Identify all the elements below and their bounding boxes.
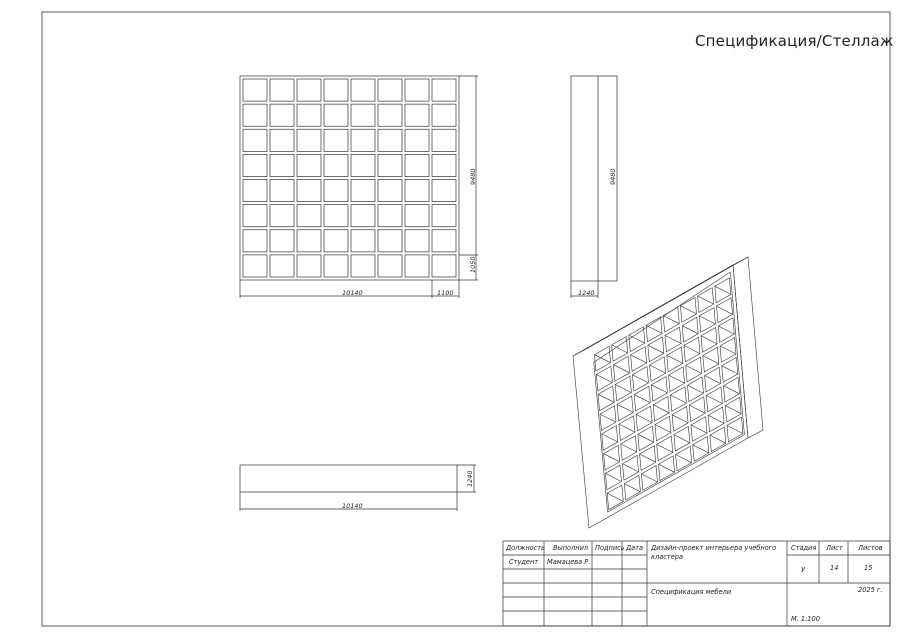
- iso-cell-shade-line: [594, 355, 610, 363]
- front-cell: [432, 230, 456, 252]
- front-cell: [405, 104, 429, 126]
- front-outline: [240, 76, 459, 280]
- front-cell: [243, 255, 267, 277]
- front-cell: [405, 79, 429, 101]
- iso-cell-shade-line: [718, 326, 734, 334]
- front-cells-grid: [243, 79, 456, 277]
- iso-cell-shade-line: [624, 484, 640, 492]
- front-cell: [324, 230, 348, 252]
- front-cell: [297, 129, 321, 151]
- iso-cell-shade-line: [705, 376, 721, 384]
- iso-cell-shade-line: [688, 385, 704, 393]
- front-cell: [405, 230, 429, 252]
- iso-cell-shade-line: [646, 325, 662, 333]
- iso-cell-shade-line: [674, 435, 690, 443]
- front-cell: [324, 104, 348, 126]
- iso-cell-shade-line: [607, 493, 623, 501]
- sheet-title: Спецификация/Стеллаж: [695, 32, 894, 50]
- front-cell: [324, 79, 348, 101]
- front-cell: [351, 79, 375, 101]
- iso-cell-shade-line: [623, 464, 639, 472]
- stage-value: У: [801, 566, 806, 574]
- front-cell: [243, 205, 267, 227]
- iso-cell-shade-line: [600, 414, 616, 422]
- front-cell: [378, 255, 402, 277]
- side-height-dimension: 9480: [609, 168, 617, 185]
- scale: М. 1:100: [791, 615, 820, 623]
- header-sheet: Лист: [826, 544, 843, 552]
- iso-cell-shade-line: [650, 365, 666, 373]
- iso-cell-shade-line: [689, 405, 705, 413]
- iso-cell-shade-line: [693, 445, 709, 453]
- iso-cell-shade-line: [715, 286, 731, 294]
- front-cell: [324, 180, 348, 202]
- header-signature: Подпись: [595, 544, 625, 552]
- project-title-line1: Дизайн-проект интерьера учебного: [651, 544, 777, 552]
- header-performed: Выполнил: [553, 544, 589, 552]
- iso-cell-shade-line: [657, 444, 673, 452]
- front-cell: [297, 104, 321, 126]
- row1-performed: Мамацева Р.: [547, 558, 591, 566]
- front-cell: [432, 129, 456, 151]
- front-cell: [243, 180, 267, 202]
- front-cell: [405, 255, 429, 277]
- iso-cell-shade-line: [653, 405, 669, 413]
- front-cell: [243, 230, 267, 252]
- front-cell: [432, 79, 456, 101]
- document-title: Спецификация мебели: [651, 588, 732, 596]
- iso-inner-frame: [594, 272, 745, 512]
- plan-outline: [240, 465, 457, 492]
- sheets-value: 15: [864, 564, 873, 572]
- year: 2025 г.: [858, 586, 883, 594]
- iso-cell-shade-line: [720, 346, 736, 354]
- front-cell: [297, 230, 321, 252]
- iso-cell-shade-line: [641, 474, 657, 482]
- iso-cell-shade-line: [724, 386, 740, 394]
- front-cell: [351, 104, 375, 126]
- iso-cell-shade-line: [686, 365, 702, 373]
- front-cell: [297, 180, 321, 202]
- iso-cell-shade-line: [680, 306, 696, 314]
- project-title-line2: кластера: [651, 553, 683, 561]
- iso-cell-shade-line: [708, 415, 724, 423]
- front-cell: [351, 255, 375, 277]
- iso-cell-shade-line: [725, 406, 741, 414]
- front-cell: [378, 230, 402, 252]
- iso-cell-shade-line: [648, 345, 664, 353]
- front-cell: [432, 154, 456, 176]
- front-height-dimension: 9480: [469, 168, 477, 185]
- side-view: [571, 76, 617, 298]
- front-cell: [270, 255, 294, 277]
- iso-cell-shade-line: [621, 444, 637, 452]
- iso-cell-shade-line: [631, 355, 647, 363]
- iso-cell-shade-line: [615, 385, 631, 393]
- iso-cell-shade-line: [655, 425, 671, 433]
- iso-cell-shade-line: [629, 335, 645, 343]
- front-cell: [297, 154, 321, 176]
- front-cell: [405, 180, 429, 202]
- front-cell: [243, 129, 267, 151]
- iso-cell-shade-line: [636, 414, 652, 422]
- front-width-dimension: 10140: [342, 289, 363, 297]
- front-side-dimension: 1100: [437, 289, 454, 297]
- front-cell: [324, 129, 348, 151]
- front-cell: [405, 154, 429, 176]
- front-cell: [378, 104, 402, 126]
- iso-cell-shade-line: [665, 335, 681, 343]
- front-cell: [432, 255, 456, 277]
- front-cell: [270, 154, 294, 176]
- front-cell: [432, 180, 456, 202]
- front-cell: [378, 129, 402, 151]
- front-cell: [378, 205, 402, 227]
- iso-cell-shade-line: [659, 464, 675, 472]
- axonometric-view: [573, 257, 763, 528]
- front-cell: [378, 79, 402, 101]
- front-cell: [243, 104, 267, 126]
- sheet-value: 14: [830, 564, 839, 572]
- front-cell: [270, 104, 294, 126]
- iso-cell-shade-line: [663, 316, 679, 324]
- sheet-frame: [42, 12, 890, 626]
- iso-cell-shade-line: [682, 326, 698, 334]
- front-cell: [297, 79, 321, 101]
- iso-cell-shade-line: [727, 425, 743, 433]
- front-cell: [405, 129, 429, 151]
- iso-cell-shade-line: [703, 356, 719, 364]
- iso-right-face: [733, 257, 763, 438]
- iso-cell-shade-line: [691, 425, 707, 433]
- front-cell: [351, 154, 375, 176]
- plan-depth-dimension: 1240: [466, 470, 474, 487]
- iso-cell-shade-line: [699, 316, 715, 324]
- header-sheets: Листов: [858, 544, 883, 552]
- row1-position: Студент: [509, 558, 539, 566]
- front-cell: [432, 205, 456, 227]
- front-cell: [297, 205, 321, 227]
- iso-cell-shade-line: [640, 454, 656, 462]
- iso-cell-shade-line: [602, 434, 618, 442]
- iso-cell-shade-line: [670, 395, 686, 403]
- iso-cell-shade-line: [701, 336, 717, 344]
- front-cell: [270, 129, 294, 151]
- front-cell: [270, 205, 294, 227]
- front-cell: [270, 180, 294, 202]
- title-block: [503, 541, 890, 626]
- iso-cell-shade-line: [722, 366, 738, 374]
- header-position: Должность: [506, 544, 546, 552]
- front-cell: [324, 205, 348, 227]
- front-view: [240, 76, 478, 298]
- iso-cell-shade-line: [669, 375, 685, 383]
- iso-cell-shade-line: [651, 385, 667, 393]
- front-cell: [378, 154, 402, 176]
- iso-cell-shade-line: [710, 435, 726, 443]
- front-cell: [243, 79, 267, 101]
- iso-cell-shade-line: [672, 415, 688, 423]
- front-cell: [351, 180, 375, 202]
- iso-cell-shade-line: [634, 395, 650, 403]
- front-cell: [324, 154, 348, 176]
- iso-cell-shade-line: [667, 355, 683, 363]
- front-cell: [405, 205, 429, 227]
- iso-cell-shade-line: [706, 395, 722, 403]
- iso-cell-shade-line: [613, 365, 629, 373]
- front-cell: [270, 79, 294, 101]
- iso-cell-shade-line: [598, 394, 614, 402]
- front-cell: [324, 255, 348, 277]
- iso-cell-shade-line: [632, 375, 648, 383]
- front-cell: [297, 255, 321, 277]
- iso-cell-shade-line: [698, 296, 714, 304]
- iso-cell-shade-line: [676, 455, 692, 463]
- iso-cell-shade-line: [604, 454, 620, 462]
- side-depth-dimension: 1240: [578, 289, 595, 297]
- plan-width-dimension: 10140: [342, 502, 363, 510]
- header-stage: Стадия: [791, 544, 817, 552]
- iso-cell-shade-line: [617, 404, 633, 412]
- front-bottom-row-dimension: 1050: [469, 256, 477, 273]
- front-cell: [378, 180, 402, 202]
- front-cell: [351, 230, 375, 252]
- iso-cell-shade-line: [605, 473, 621, 481]
- front-cell: [270, 230, 294, 252]
- front-cell: [351, 129, 375, 151]
- header-date: Дата: [626, 544, 644, 552]
- front-cell: [432, 104, 456, 126]
- front-cell: [351, 205, 375, 227]
- iso-cell-shade-line: [638, 434, 654, 442]
- iso-cell-shade-line: [717, 306, 733, 314]
- iso-cell-shade-line: [619, 424, 635, 432]
- iso-cell-shade-line: [596, 375, 612, 383]
- iso-cell-shade-line: [684, 346, 700, 354]
- front-cell: [243, 154, 267, 176]
